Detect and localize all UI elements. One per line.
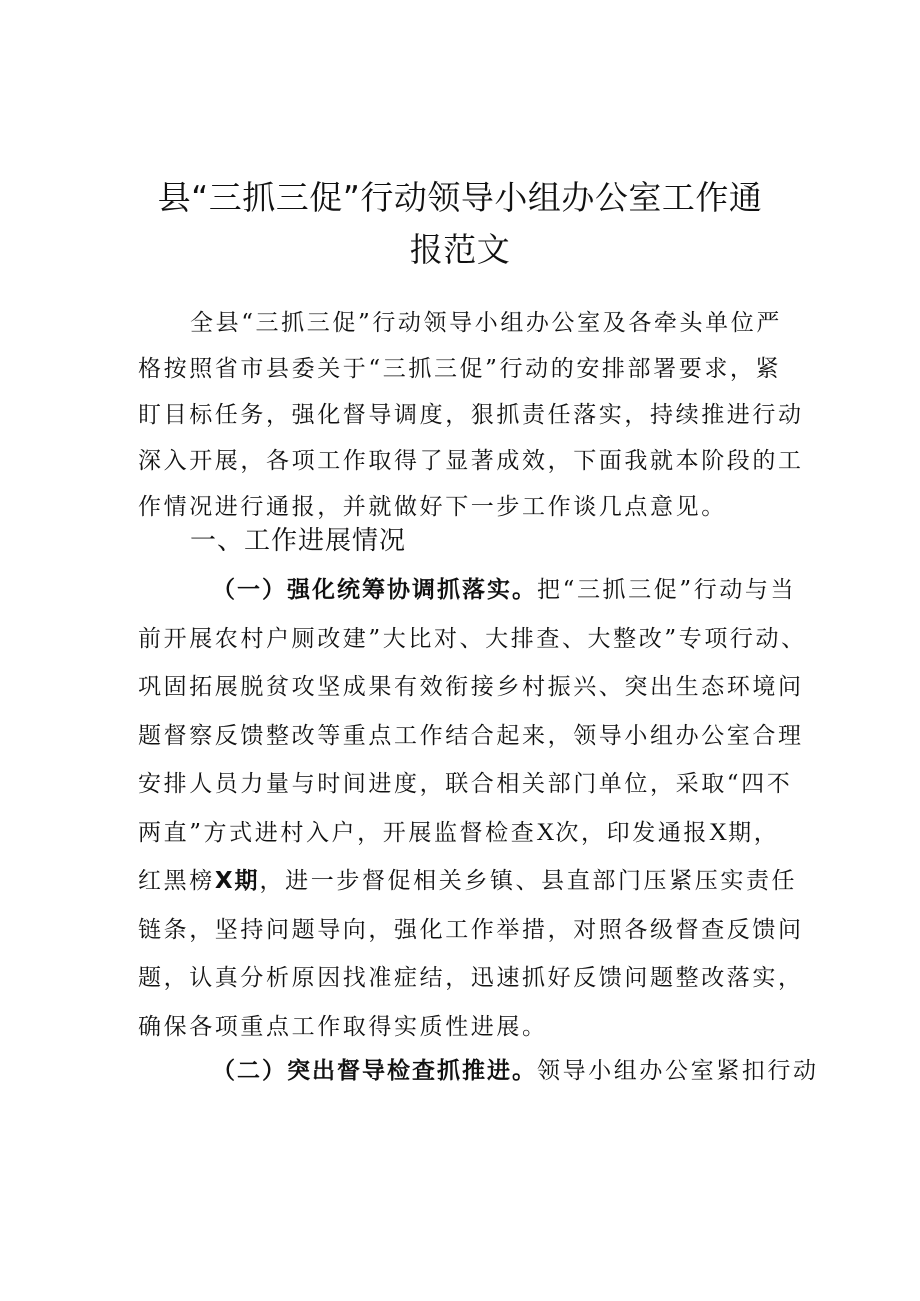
paragraph-line: 全县“三抓三促”行动领导小组办公室及各牵头单位严 [190,310,782,336]
paragraph-line [138,809,798,858]
paragraph-line: 巩固拓展脱贫攻坚成果有效衔接乡村振兴、突出生态环境问 [138,674,804,700]
paragraph-line: 确保各项重点工作取得实质性进展。 [138,1013,548,1040]
paragraph-text: 领导小组办公室紧扣行动 [537,1058,819,1084]
subsection-heading: （一）强化统筹协调抓落实。 [212,577,537,603]
paragraph-text: 两直”方式进村入户，开展监督检查 [138,819,537,846]
section-2-paragraph [138,1047,819,1096]
placeholder-x: X [536,818,556,846]
paragraph-line: 作情况进行通报，并就做好下一步工作谈几点意见。 [138,494,727,520]
paragraph-text: 把“三抓三促”行动与当 [537,577,797,603]
paragraph-text: ，进一步督促相关乡镇、县直部门压紧压实责任 [259,868,798,894]
paragraph-line: 格按照省市县委关于“三抓三促”行动的安排部署要求，紧 [138,356,782,382]
intro-paragraph [138,300,804,530]
placeholder-x: X [709,818,729,846]
title-line-2: 报范文 [409,230,511,269]
section-heading: 一、工作进展情况 [190,526,407,556]
paragraph-line: 深入开展，各项工作取得了显著成效，下面我就本阶段的工 [138,448,804,474]
paragraph-line [138,1047,819,1096]
paragraph-line: 题督察反馈整改等重点工作结合起来，领导小组办公室合理 [138,722,804,749]
paragraph-line [138,857,798,906]
paragraph-line: 题，认真分析原因找准症结，迅速抓好反馈问题整改落实， [138,965,804,991]
paragraph-text: 期， [728,819,780,846]
document-title [120,172,800,276]
paragraph-line: 安排人员力量与时间进度，联合相关部门单位，采取“四不 [138,771,793,797]
paragraph-line: 前开展农村户厕改建”大比对、大排查、大整改”专项行动、 [138,625,807,652]
placeholder-x-bold: X期 [214,868,260,894]
section-1-paragraph [138,566,807,1051]
title-line-1: 县“三抓三促”行动领导小组办公室工作通 [157,178,763,217]
paragraph-text: 次，印发通报 [555,819,710,846]
paragraph-line: 盯目标任务，强化督导调度，狠抓责任落实，持续推进行动 [138,402,804,428]
paragraph-text: 红黑榜 [138,868,215,894]
paragraph-line: 链条，坚持问题导向，强化工作举措，对照各级督查反馈问 [138,916,804,943]
subsection-heading: （二）突出督导检查抓推进。 [212,1058,537,1084]
paragraph-line [138,566,798,615]
